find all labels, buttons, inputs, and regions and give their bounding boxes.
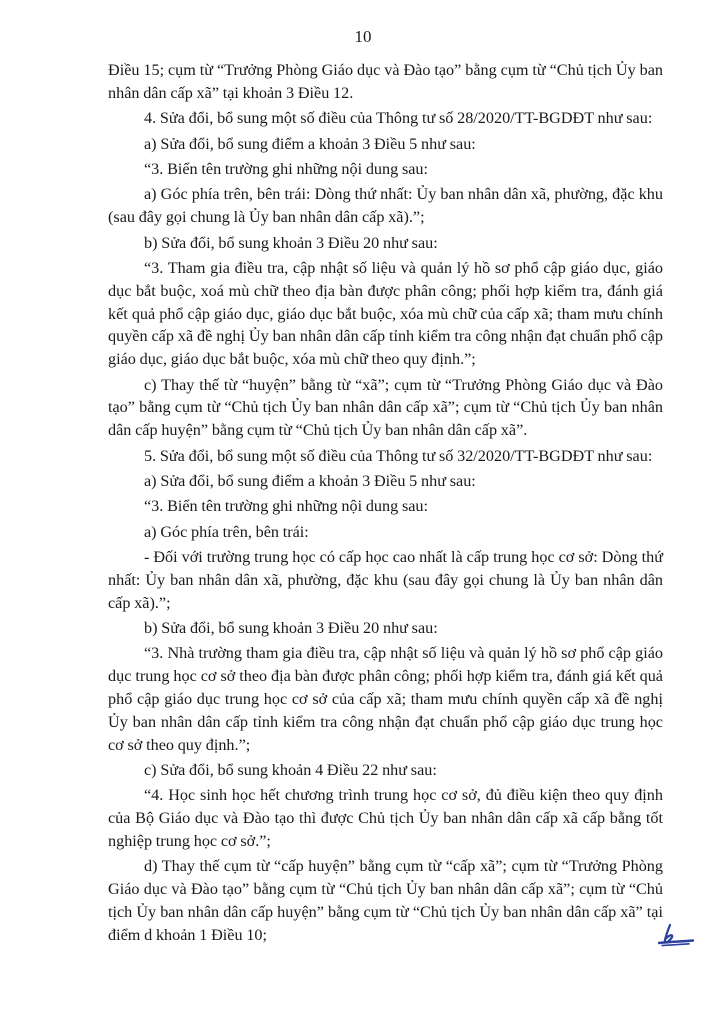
- paragraph: c) Sửa đổi, bổ sung khoản 4 Điều 22 như sau:: [144, 761, 437, 780]
- paragraph: - Đối với trường trung học có cấp học cao nhất là cấp trung học cơ sở: Dòng thứ nhất: Ủy ban nhân dân xã, phường, đặc khu (sau đây gọi chung là Ủy ban nhân dân cấp xã).”;: [108, 548, 663, 612]
- signature-initial-icon: [656, 922, 696, 948]
- paragraph: 5. Sửa đổi, bổ sung một số điều của Thông tư số 32/2020/TT-BGDĐT như sau:: [144, 446, 653, 465]
- paragraph: “4. Học sinh học hết chương trình trung học cơ sở, đủ điều kiện theo quy định của Bộ Giáo dục và Đào tạo thì được Chủ tịch Ủy ban nhân dân cấp xã cấp bằng tốt nghiệp trung học cơ sở.”;: [108, 786, 663, 850]
- paragraph: a) Sửa đổi, bổ sung điểm a khoản 3 Điều 5 như sau:: [144, 471, 476, 490]
- paragraph: “3. Biển tên trường ghi những nội dung sau:: [144, 497, 429, 516]
- paragraph: a) Góc phía trên, bên trái:: [144, 522, 309, 541]
- paragraph: b) Sửa đổi, bổ sung khoản 3 Điều 20 như sau:: [144, 233, 438, 252]
- page-number: 10: [354, 27, 372, 46]
- paragraph: “3. Nhà trường tham gia điều tra, cập nhật số liệu và quản lý hồ sơ phổ cập giáo dục trung học cơ sở theo địa bàn được phân công; phối hợp kiểm tra, đánh giá kết quả phổ cập giáo dục trung học cơ sở của cấp xã; tham mưu chính quyền cấp xã đề nghị Ủy ban nhân dân cấp tỉnh kiểm tra công nhận đạt chuẩn phổ cập giáo dục trung học cơ sở theo quy định.”;: [108, 644, 663, 754]
- paragraph: Điều 15; cụm từ “Trưởng Phòng Giáo dục và Đào tạo” bằng cụm từ “Chủ tịch Ủy ban nhân dân cấp xã” tại khoản 3 Điều 12.: [108, 61, 663, 102]
- paragraph: “3. Biển tên trường ghi những nội dung sau:: [144, 159, 429, 178]
- paragraph: 4. Sửa đổi, bổ sung một số điều của Thông tư số 28/2020/TT-BGDĐT như sau:: [144, 109, 653, 128]
- paragraph: b) Sửa đổi, bổ sung khoản 3 Điều 20 như sau:: [144, 619, 438, 638]
- paragraph: a) Sửa đổi, bổ sung điểm a khoản 3 Điều 5 như sau:: [144, 134, 476, 153]
- paragraph: “3. Tham gia điều tra, cập nhật số liệu và quản lý hồ sơ phổ cập giáo dục, giáo dục bắt buộc, xoá mù chữ theo địa bàn được phân công; phối hợp kiểm tra, đánh giá kết quả phổ cập giáo dục, giáo dục bắt buộc, xóa mù chữ của cấp xã; tham mưu chính quyền cấp xã đề nghị Ủy ban nhân dân cấp tỉnh kiểm tra công nhận đạt chuẩn phổ cập giáo dục, giáo dục bắt buộc, xóa mù chữ theo quy định.”;: [108, 258, 663, 369]
- document-body: [108, 59, 663, 949]
- paragraph: a) Góc phía trên, bên trái: Dòng thứ nhất: Ủy ban nhân dân xã, phường, đặc khu (sau đây gọi chung là Ủy ban nhân dân cấp xã).”;: [108, 185, 663, 227]
- paragraph: d) Thay thế cụm từ “cấp huyện” bằng cụm từ “cấp xã”; cụm từ “Trưởng Phòng Giáo dục và Đào tạo” bằng cụm từ “Chủ tịch Ủy ban nhân dân cấp xã”; cụm từ “Chủ tịch Ủy ban nhân dân cấp huyện” bằng cụm từ “Chủ tịch Ủy ban nhân dân cấp xã” tại điểm d khoản 1 Điều 10;: [108, 857, 663, 944]
- paragraph: c) Thay thế từ “huyện” bằng từ “xã”; cụm từ “Trưởng Phòng Giáo dục và Đào tạo” bằng cụm từ “Chủ tịch Ủy ban nhân dân cấp xã”; cụm từ “Chủ tịch Ủy ban nhân dân cấp huyện” bằng cụm từ “Chủ tịch Ủy ban nhân dân cấp xã”.: [108, 375, 663, 440]
